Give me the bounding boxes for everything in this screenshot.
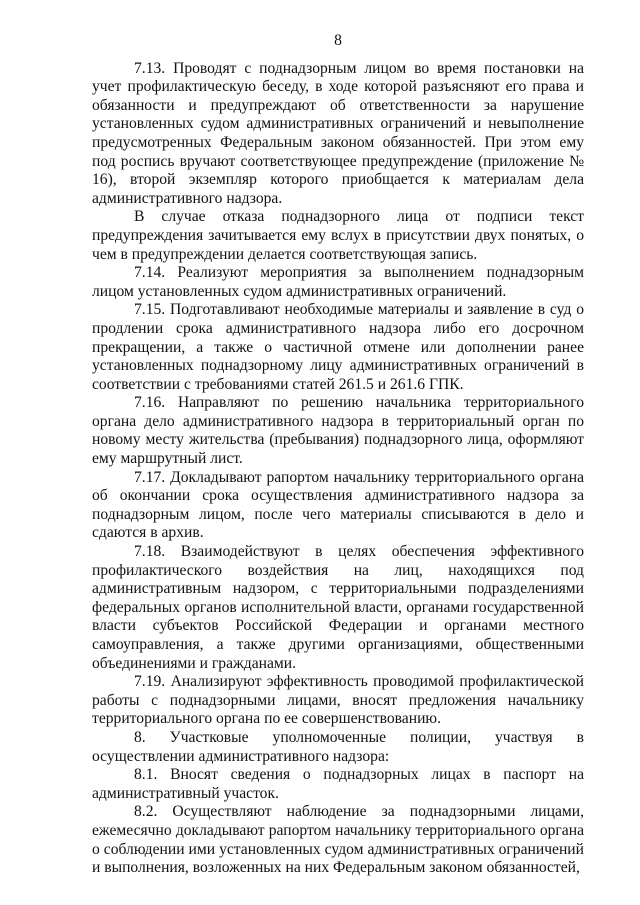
paragraph-7-19: 7.19. Анализируют эффективность проводимой профилактической работы с поднадзорными лицами, вносят предложения начальнику территориального органа по ее совершенствованию. [92, 673, 584, 728]
paragraph-7-13: 7.13. Проводят с поднадзорным лицом во время постановки на учет профилактическую беседу, в ходе которой разъясняют его права и обязанности и предупреждают об ответственности за нарушение установленных судом административных ограничений и невыполнение предусмотренных Федеральным законом обязанностей. При этом ему под роспись вручают соответствующее предупреждение (приложение № 16), второй экземпляр которого приобщается к материалам дела административного надзора. [92, 59, 584, 207]
paragraph-7-15: 7.15. Подготавливают необходимые материалы и заявление в суд о продлении срока административного надзора либо его досрочном прекращении, а также о частичной отмене или дополнении ранее установленных поднадзорному лицу административных ограничений в соответствии с требованиями статей 261.5 и 261.6 ГПК. [92, 301, 584, 393]
page-number: 8 [334, 32, 342, 49]
document-page [92, 32, 584, 878]
paragraph-7-18: 7.18. Взаимодействуют в целях обеспечения эффективного профилактического воздействия на лиц, находящихся под административным надзором, с территориальными подразделениями федеральных органов исполнительной власти, органами государственной власти субъектов Российской Федерации и органами местного самоуправления, а также другими организациями, общественными объединениями и гражданами. [92, 543, 584, 672]
paragraph-8-2: 8.2. Осуществляют наблюдение за поднадзорными лицами, ежемесячно докладывают рапортом начальнику территориального органа о соблюдении ими установленных судом административных ограничений и выполнения, возложенных на них Федеральным законом обязанностей, [92, 803, 584, 877]
paragraph-7-13-refusal: В случае отказа поднадзорного лица от подписи текст предупреждения зачитывается ему вслух в присутствии двух понятых, о чем в предупреждении делается соответствующая запись. [92, 208, 584, 263]
paragraph-8-1: 8.1. Вносят сведения о поднадзорных лицах в паспорт на административный участок. [92, 766, 584, 802]
paragraph-7-14: 7.14. Реализуют мероприятия за выполнением поднадзорным лицом установленных судом административных ограничений. [92, 264, 584, 300]
paragraph-7-17: 7.17. Докладывают рапортом начальнику территориального органа об окончании срока осуществления административного надзора за поднадзорным лицом, после чего материалы списываются в дело и сдаются в архив. [92, 468, 584, 542]
paragraph-7-16: 7.16. Направляют по решению начальника территориального органа дело административного надзора в территориальный орган по новому месту жительства (пребывания) поднадзорного лица, оформляют ему маршрутный лист. [92, 394, 584, 468]
paragraph-8: 8. Участковые уполномоченные полиции, участвуя в осуществлении административного надзора: [92, 728, 584, 765]
